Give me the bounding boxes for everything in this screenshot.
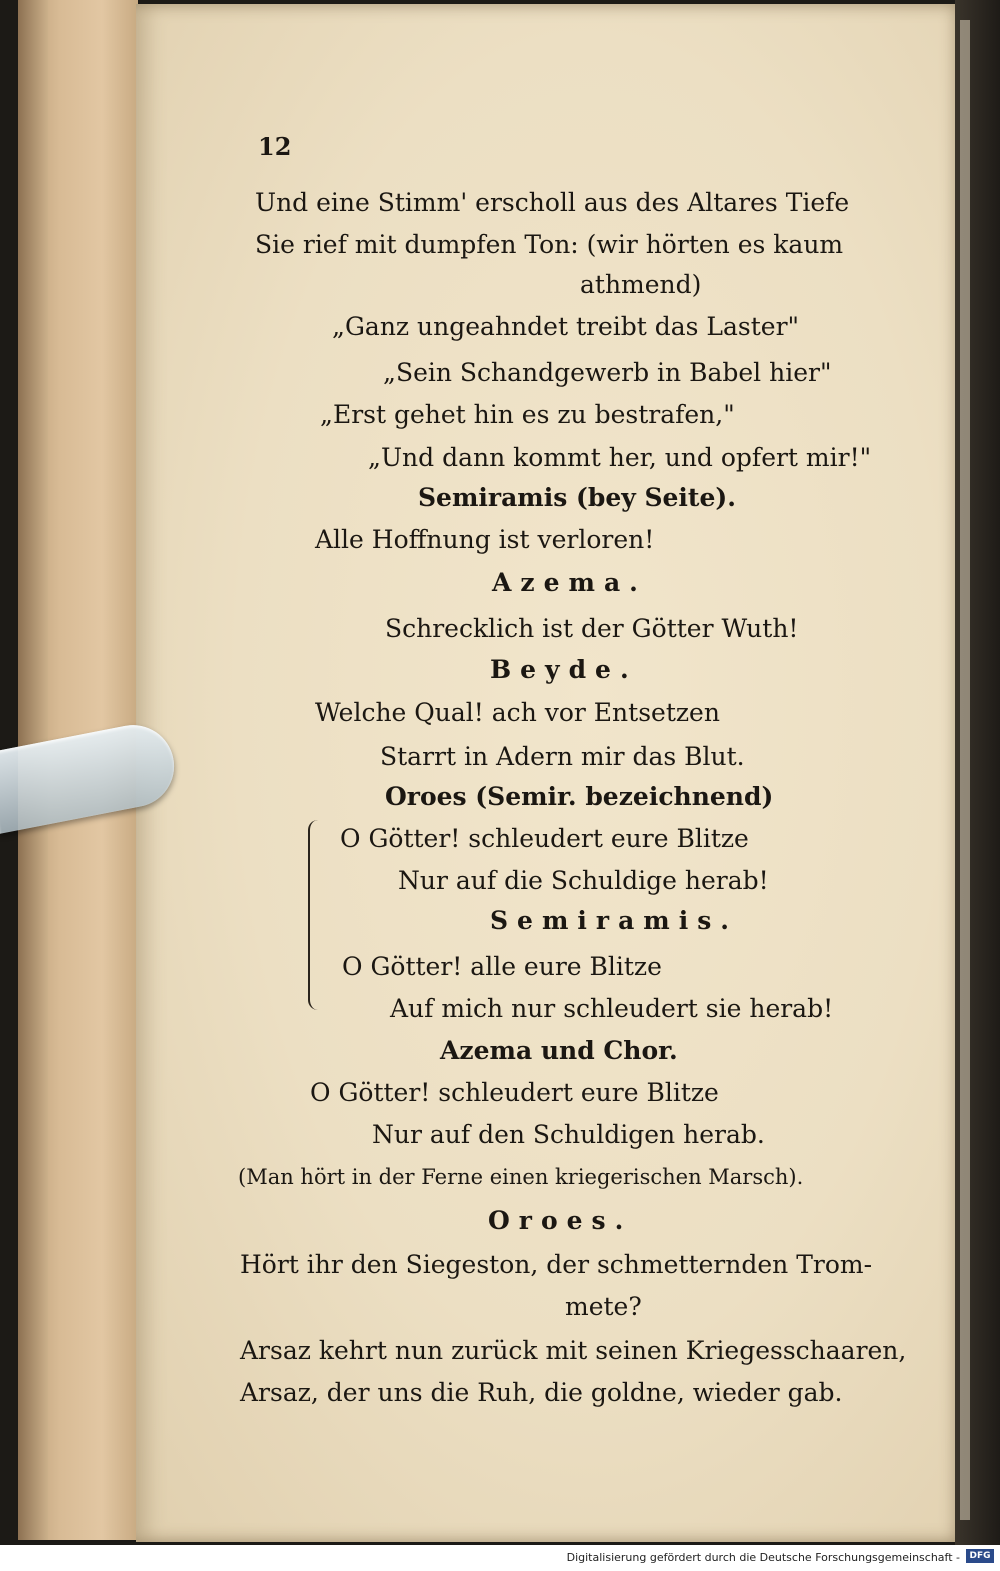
text-line: Hört ihr den Siegeston, der schmetternden Trom- xyxy=(240,1250,873,1279)
text-line: Auf mich nur schleudert sie herab! xyxy=(390,994,834,1023)
page-number: 12 xyxy=(258,132,292,161)
text-line: „Ganz ungeahndet treibt das Laster" xyxy=(332,312,800,341)
text-line: „Erst gehet hin es zu bestrafen," xyxy=(320,400,735,429)
text-line: mete? xyxy=(565,1292,642,1321)
text-line: Arsaz, der uns die Ruh, die goldne, wieder gab. xyxy=(240,1378,843,1407)
text-line: „Sein Schandgewerb in Babel hier" xyxy=(383,358,832,387)
text-line: O Götter! schleudert eure Blitze xyxy=(310,1078,719,1107)
text-line: Nur auf die Schuldige herab! xyxy=(398,866,769,895)
text-line: „Und dann kommt her, und opfert mir!" xyxy=(368,443,872,472)
speaker-heading: Semiramis. xyxy=(490,906,739,935)
bracket-mark xyxy=(308,820,324,1010)
text-line: Nur auf den Schuldigen herab. xyxy=(372,1120,765,1149)
dfg-logo: DFG xyxy=(966,1549,994,1563)
speaker-heading: Beyde. xyxy=(490,655,638,684)
text-line: athmend) xyxy=(580,270,702,299)
speaker-heading: Oroes. xyxy=(488,1206,633,1235)
text-line: Schrecklich ist der Götter Wuth! xyxy=(385,614,799,643)
text-line: Arsaz kehrt nun zurück mit seinen Kriegesschaaren, xyxy=(240,1336,907,1365)
text-line: O Götter! schleudert eure Blitze xyxy=(340,824,749,853)
digitization-credit: Digitalisierung gefördert durch die Deutsche Forschungsgemeinschaft - xyxy=(566,1551,960,1564)
speaker-heading: Azema. xyxy=(492,568,647,597)
speaker-heading: Semiramis (bey Seite). xyxy=(418,483,736,512)
stage-direction: (Man hört in der Ferne einen kriegerischen Marsch). xyxy=(238,1165,804,1189)
text-line: Welche Qual! ach vor Entsetzen xyxy=(315,698,720,727)
speaker-heading: Oroes (Semir. bezeichnend) xyxy=(385,782,774,811)
text-line: Starrt in Adern mir das Blut. xyxy=(380,742,745,771)
text-line: Sie rief mit dumpfen Ton: (wir hörten es kaum xyxy=(255,230,844,259)
text-line: Und eine Stimm' erscholl aus des Altares Tiefe xyxy=(255,188,850,217)
text-line: Alle Hoffnung ist verloren! xyxy=(315,525,655,554)
text-line: O Götter! alle eure Blitze xyxy=(342,952,662,981)
next-page-edge xyxy=(960,20,970,1520)
speaker-heading: Azema und Chor. xyxy=(440,1036,678,1065)
